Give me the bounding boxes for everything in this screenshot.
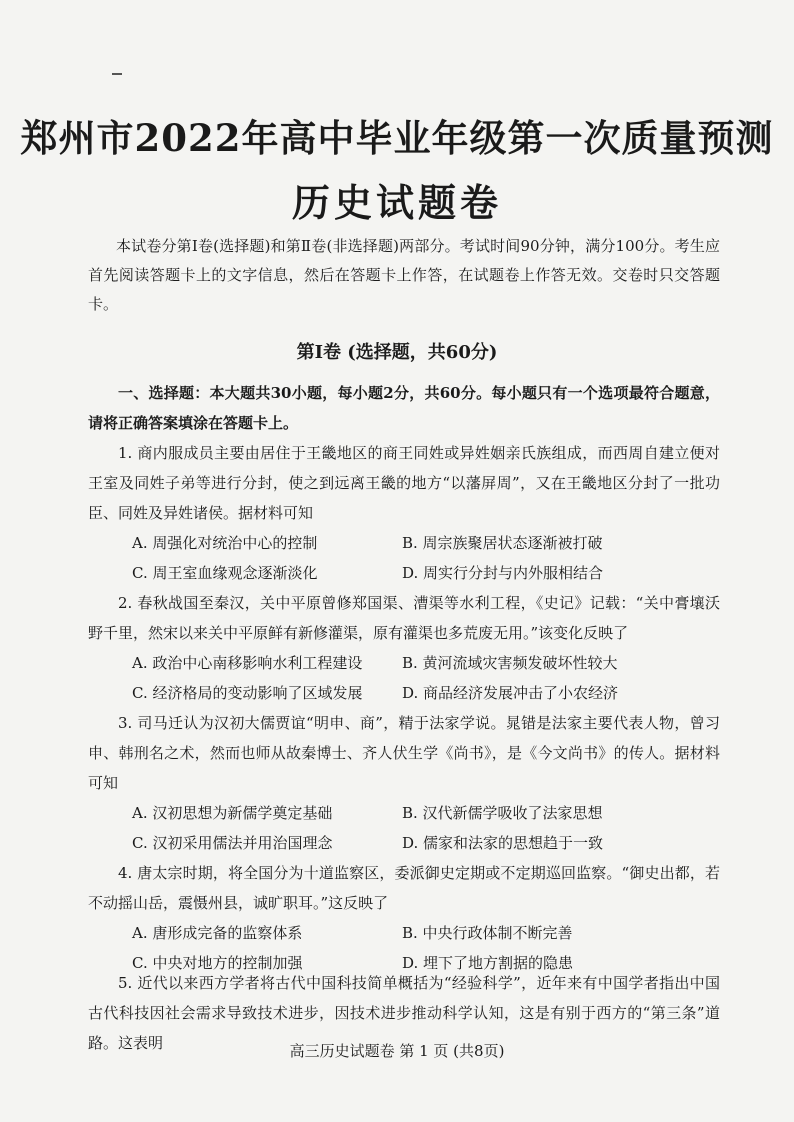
option-c: C. 周王室血缘观念逐渐淡化 bbox=[132, 564, 318, 582]
option-a: A. 唐形成完备的监察体系 bbox=[132, 924, 303, 942]
question-1-options bbox=[132, 528, 692, 588]
exam-instructions: 本试卷分第Ⅰ卷(选择题)和第Ⅱ卷(非选择题)两部分。考试时间90分钟，满分100分。考生应首先阅读答题卡上的文字信息，然后在答题卡上作答，在试题卷上作答无效。交卷时只交答题卡。 bbox=[88, 237, 720, 313]
option-c: C. 汉初采用儒法并用治国理念 bbox=[132, 834, 333, 852]
exam-title: 郑州市2022年高中毕业年级第一次质量预测 bbox=[20, 116, 774, 160]
part-heading: 一、选择题：本大题共30小题，每小题2分，共60分。每小题只有一个选项最符合题意，请将正确答案填涂在答题卡上。 bbox=[88, 384, 720, 432]
question-4-stem: 4. 唐太宗时期，将全国分为十道监察区，委派御史定期或不定期巡回监察。“御史出都，若不动摇山岳，震慑州县，诚旷职耳。”这反映了 bbox=[88, 864, 720, 912]
option-c: C. 经济格局的变动影响了区域发展 bbox=[132, 684, 363, 702]
option-d: D. 商品经济发展冲击了小农经济 bbox=[402, 684, 619, 702]
question-3-options bbox=[132, 798, 692, 858]
question-2-options bbox=[132, 648, 692, 708]
option-b: B. 中央行政体制不断完善 bbox=[402, 924, 573, 942]
section-title: 第Ⅰ卷 (选择题，共60分) bbox=[296, 342, 498, 363]
option-a: A. 周强化对统治中心的控制 bbox=[132, 534, 318, 552]
option-b: B. 周宗族聚居状态逐渐被打破 bbox=[402, 534, 603, 552]
question-1-stem: 1. 商内服成员主要由居住于王畿地区的商王同姓或异姓姻亲氏族组成，而西周自建立便对王室及同姓子弟等进行分封，使之到远离王畿的地方“以藩屏周”，又在王畿地区分封了一批功臣、同姓及异姓诸侯。据材料可知 bbox=[88, 444, 720, 522]
option-d: D. 埋下了地方割据的隐患 bbox=[402, 954, 574, 972]
option-a: A. 政治中心南移影响水利工程建设 bbox=[132, 654, 363, 672]
question-5-stem: 5. 近代以来西方学者将古代中国科技简单概括为“经验科学”，近年来有中国学者指出中国古代科技因社会需求导致技术进步，因技术进步推动科学认知，这是有别于西方的“第三条”道路。这表明 bbox=[88, 974, 720, 1052]
question-3-stem: 3. 司马迁认为汉初大儒贾谊“明申、商”，精于法家学说。晁错是法家主要代表人物，曾习申、韩刑名之术，然而也师从故秦博士、齐人伏生学《尚书》，是《今文尚书》的传人。据材料可知 bbox=[88, 714, 720, 792]
option-b: B. 黄河流域灾害频发破坏性较大 bbox=[402, 654, 618, 672]
option-d: D. 周实行分封与内外服相结合 bbox=[402, 564, 604, 582]
option-b: B. 汉代新儒学吸收了法家思想 bbox=[402, 804, 603, 822]
option-a: A. 汉初思想为新儒学奠定基础 bbox=[132, 804, 333, 822]
exam-subject-title: 历史试题卷 bbox=[291, 180, 502, 225]
question-2-stem: 2. 春秋战国至秦汉，关中平原曾修郑国渠、漕渠等水利工程，《史记》记载：“关中膏壤沃野千里，然宋以来关中平原鲜有新修灌渠，原有灌渠也多荒废无用。”该变化反映了 bbox=[88, 594, 720, 642]
scan-mark bbox=[112, 73, 122, 75]
page-footer: 高三历史试题卷 第 1 页 (共8页) bbox=[289, 1042, 505, 1060]
option-c: C. 中央对地方的控制加强 bbox=[132, 954, 303, 972]
option-d: D. 儒家和法家的思想趋于一致 bbox=[402, 834, 604, 852]
